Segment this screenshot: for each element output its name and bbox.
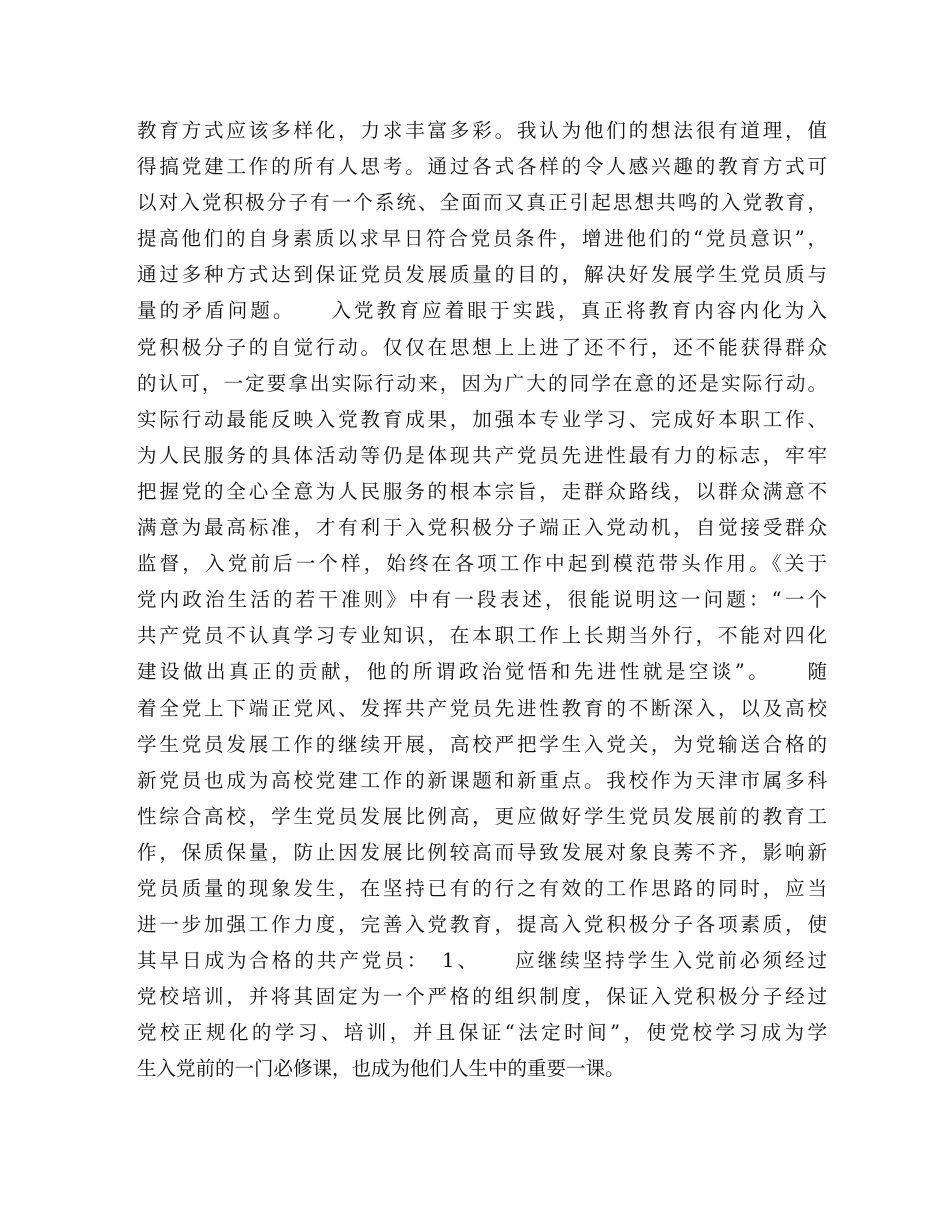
body-text — [137, 113, 827, 1088]
text-line: 得搞党建工作的所有人思考。通过各式各样的令人感兴趣的教育方式可 — [137, 155, 827, 179]
text-line: 以对入党积极分子有一个系统、全面而又真正引起思想共鸣的入党教育， — [137, 191, 827, 215]
text-line: 把握党的全心全意为人民服务的根本宗旨，走群众路线，以群众满意不 — [137, 479, 827, 503]
text-line: 其早日成为合格的共产党员： 1、 应继续坚持学生入党前必须经过 — [137, 949, 827, 973]
text-line: 新党员也成为高校党建工作的新课题和新重点。我校作为天津市属多科 — [137, 768, 827, 792]
text-line: 满意为最高标准，才有利于入党积极分子端正入党动机，自觉接受群众 — [137, 516, 827, 540]
text-line: 党员质量的现象发生，在坚持已有的行之有效的工作思路的同时，应当 — [137, 876, 827, 900]
text-line: 着全党上下端正党风、发挥共产党员先进性教育的不断深入，以及高校 — [137, 696, 827, 720]
text-line: 党校正规化的学习、培训，并且保证“法定时间”，使党校学习成为学 — [137, 1021, 827, 1045]
text-line: 作，保质保量，防止因发展比例较高而导致发展对象良莠不齐，影响新 — [137, 840, 827, 864]
text-line: 通过多种方式达到保证党员发展质量的目的，解决好发展学生党员质与 — [137, 263, 827, 287]
text-line: 性综合高校，学生党员发展比例高，更应做好学生党员发展前的教育工 — [137, 804, 827, 828]
text-line: 提高他们的自身素质以求早日符合党员条件，增进他们的“党员意识”， — [137, 227, 827, 251]
text-line: 为人民服务的具体活动等仍是体现共产党员先进性最有力的标志，牢牢 — [137, 443, 827, 467]
text-line: 学生党员发展工作的继续开展，高校严把学生入党关，为党输送合格的 — [137, 732, 827, 756]
text-line: 生入党前的一门必修课，也成为他们人生中的重要一课。 — [137, 1057, 625, 1081]
text-line: 党内政治生活的若干准则》中有一段表述，很能说明这一问题：“一个 — [137, 588, 827, 612]
text-line: 共产党员不认真学习专业知识，在本职工作上长期当外行，不能对四化 — [137, 624, 827, 648]
text-line: 党校培训，并将其固定为一个严格的组织制度，保证入党积极分子经过 — [137, 985, 827, 1009]
text-line: 的认可，一定要拿出实际行动来，因为广大的同学在意的还是实际行动。 — [137, 371, 827, 395]
text-line: 实际行动最能反映入党教育成果，加强本专业学习、完成好本职工作、 — [137, 407, 827, 431]
text-line: 量的矛盾问题。 入党教育应着眼于实践，真正将教育内容内化为入 — [137, 299, 827, 323]
text-line: 建设做出真正的贡献，他的所谓政治觉悟和先进性就是空谈”。 随 — [137, 660, 827, 684]
text-line: 进一步加强工作力度，完善入党教育，提高入党积极分子各项素质，使 — [137, 913, 827, 937]
text-line: 教育方式应该多样化，力求丰富多彩。我认为他们的想法很有道理，值 — [137, 119, 827, 142]
text-line: 党积极分子的自觉行动。仅仅在思想上上进了还不行，还不能获得群众 — [137, 335, 827, 359]
text-line: 监督，入党前后一个样，始终在各项工作中起到模范带头作用。《关于 — [137, 552, 827, 576]
